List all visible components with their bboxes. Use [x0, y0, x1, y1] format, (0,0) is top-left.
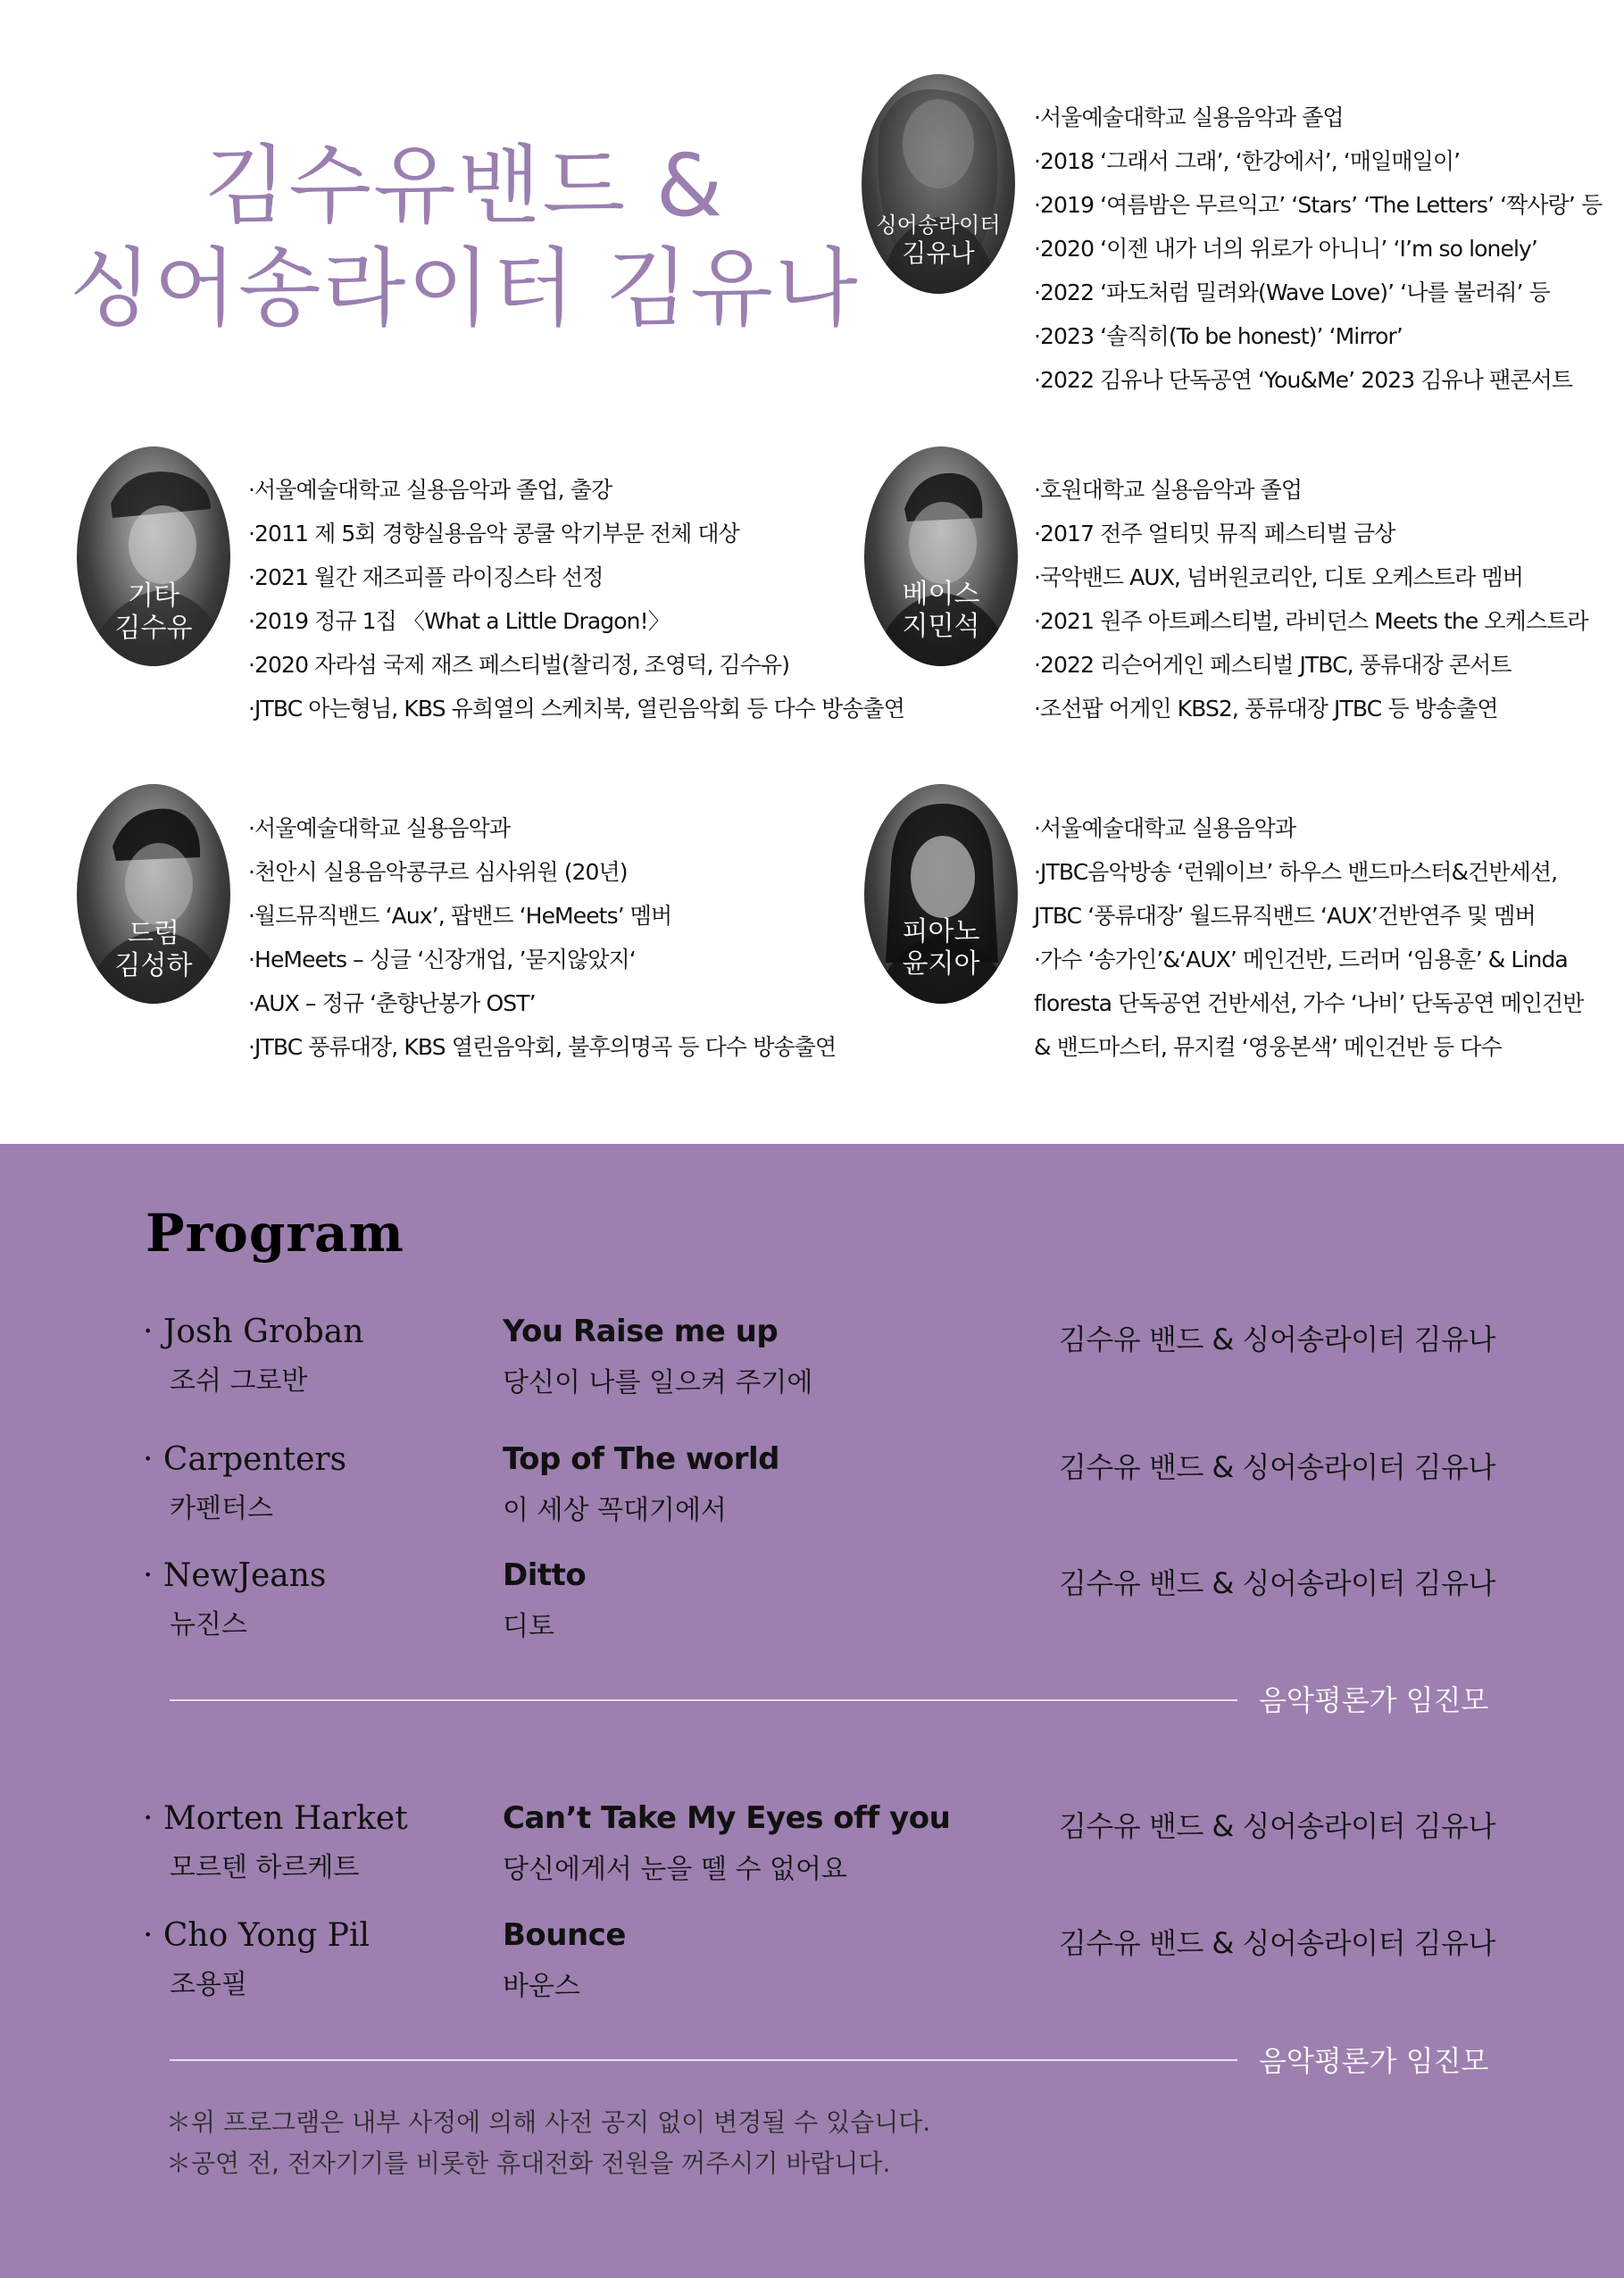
member-bio-piano [1034, 806, 1584, 1069]
member-name: 지민석 [902, 611, 980, 642]
bio-line: ·2020 자라섬 국제 재즈 페스티벌(찰리정, 조영덕, 김수유) [248, 652, 790, 678]
bio-line: ·HeMeets – 싱글 ‘신장개업, ’묻지않았지‘ [248, 947, 636, 972]
portrait-piano [864, 784, 1018, 1004]
bio-line: floresta 단독공연 건반세션, 가수 ‘나비’ 단독공연 메인건반 [1034, 990, 1584, 1016]
composer-name-korean: 뉴진스 [170, 1609, 247, 1640]
song-title: Ditto [503, 1557, 587, 1593]
member-name: 김유나 [902, 238, 975, 268]
portrait-caption [862, 213, 1015, 268]
song-title-korean: 당신에게서 눈을 뗄 수 없어요 [503, 1854, 847, 1885]
bio-line: ·가수 ‘송가인’&‘AUX’ 메인건반, 드러머 ‘임용훈’ & Linda [1034, 947, 1568, 972]
bio-line: ·AUX – 정규 ‘춘향난봉가 OST’ [248, 990, 536, 1016]
song-title-korean: 디토 [503, 1611, 554, 1642]
member-name: 김성하 [114, 950, 193, 981]
performer: 김수유 밴드 & 싱어송라이터 김유나 [1059, 1809, 1495, 1843]
song-title-korean: 이 세상 꼭대기에서 [503, 1495, 727, 1526]
song-title: Top of The world [503, 1441, 780, 1477]
song-title: Can’t Take My Eyes off you [503, 1800, 951, 1836]
bio-line: ·2020 ‘이젠 내가 너의 위로가 아니니’ ‘I’m so lonely’ [1034, 236, 1537, 262]
bio-line: ·서울예술대학교 실용음악과 [248, 815, 511, 841]
bio-line: ·천안시 실용음악콩쿠르 심사위원 (20년) [248, 859, 628, 885]
bio-line: ·JTBC음악방송 ‘런웨이브’ 하우스 밴드마스터&건반세션, [1034, 859, 1558, 885]
portrait-caption [77, 580, 230, 645]
member-role: 베이스 [902, 579, 980, 610]
performer: 김수유 밴드 & 싱어송라이터 김유나 [1059, 1926, 1495, 1960]
program-heading: Program [146, 1203, 404, 1264]
bio-line: ·2022 김유나 단독공연 ‘You&Me’ 2023 김유나 팬콘서트 [1034, 367, 1573, 393]
song-title-korean: 당신이 나를 일으켜 주기에 [503, 1367, 813, 1398]
member-bio-vocal [1034, 96, 1602, 402]
member-name: 김수유 [114, 613, 193, 644]
bio-line: ·2011 제 5회 경향실용음악 콩쿨 악기부문 전체 대상 [248, 521, 739, 547]
song-title: You Raise me up [503, 1314, 779, 1349]
composer-name: · NewJeans [143, 1557, 327, 1594]
bio-line: ·2019 정규 1집 〈What a Little Dragon!〉 [248, 608, 670, 634]
portrait-guitar [77, 446, 230, 666]
bio-line: ·월드뮤직밴드 ‘Aux’, 팝밴드 ‘HeMeets’ 멤버 [248, 903, 672, 929]
section-divider [170, 2059, 1237, 2061]
composer-name-korean: 조용필 [170, 1969, 247, 2000]
portrait-caption [864, 579, 1018, 643]
bio-line: ·서울예술대학교 실용음악과 졸업 [1034, 104, 1344, 130]
program-note: ＊위 프로그램은 내부 사정에 의해 사전 공지 없이 변경될 수 있습니다. [166, 2107, 931, 2137]
bio-line: ·2023 ‘솔직히(To be honest)’ ‘Mirror’ [1034, 323, 1403, 349]
program-section [0, 1144, 1624, 2278]
bio-line: ·2019 ‘여름밤은 무르익고’ ‘Stars’ ‘The Letters’ ‘짝사랑’ 등 [1034, 192, 1603, 218]
performer: 김수유 밴드 & 싱어송라이터 김유나 [1059, 1450, 1495, 1484]
portrait-caption [77, 918, 230, 982]
composer-name-korean: 모르텐 하르케트 [170, 1852, 360, 1883]
composer-name-korean: 카펜터스 [170, 1493, 273, 1524]
member-role: 피아노 [902, 916, 980, 947]
song-title-korean: 바운스 [503, 1971, 580, 2002]
critic-credit: 음악평론가 임진모 [1259, 2044, 1489, 2078]
composer-name: · Carpenters [143, 1441, 347, 1478]
bio-line: ·JTBC 풍류대장, KBS 열린음악회, 불후의명곡 등 다수 방송출연 [248, 1034, 837, 1060]
program-piece [0, 1314, 1624, 1403]
composer-name: · Josh Groban [143, 1314, 364, 1350]
portrait-drums [77, 784, 230, 1004]
bio-line: ·2017 전주 얼티밋 뮤직 페스티벌 금상 [1034, 521, 1395, 547]
program-piece [0, 1800, 1624, 1890]
composer-name: · Morten Harket [143, 1800, 408, 1837]
program-piece [0, 1441, 1624, 1531]
program-piece [0, 1917, 1624, 2007]
bio-line: ·2018 ‘그래서 그래’, ‘한강에서’, ‘매일매일이’ [1034, 148, 1461, 174]
member-role: 싱어송라이터 [876, 213, 1001, 238]
portrait-vocal [862, 74, 1015, 294]
bio-line: ·조선팝 어게인 KBS2, 풍류대장 JTBC 등 방송출연 [1034, 696, 1498, 722]
critic-credit: 음악평론가 임진모 [1259, 1683, 1489, 1717]
member-name: 윤지아 [902, 948, 980, 980]
portrait-bass [864, 446, 1018, 666]
member-role: 기타 [128, 580, 179, 612]
concert-title-line-2: 싱어송라이터 김유나 [69, 238, 860, 338]
member-bio-drums [248, 806, 836, 1069]
bio-line: ·서울예술대학교 실용음악과 [1034, 815, 1296, 841]
bio-line: ·2022 리슨어게인 페스티벌 JTBC, 풍류대장 콘서트 [1034, 652, 1512, 678]
bio-line: ·호원대학교 실용음악과 졸업 [1034, 477, 1303, 503]
song-title: Bounce [503, 1917, 626, 1953]
bio-line: ·2021 월간 재즈피플 라이징스타 선정 [248, 564, 604, 590]
member-bio-bass [1034, 468, 1588, 730]
program-piece [0, 1557, 1624, 1647]
bio-line: & 밴드마스터, 뮤지컬 ‘영웅본색’ 메인건반 등 다수 [1034, 1034, 1502, 1060]
bio-line: ·2022 ‘파도처럼 밀려와(Wave Love)’ ‘나를 불러줘’ 등 [1034, 280, 1550, 305]
bio-line: JTBC ‘풍류대장’ 월드뮤직밴드 ‘AUX’건반연주 및 멤버 [1034, 903, 1536, 929]
bio-line: ·2021 원주 아트페스티벌, 라비던스 Meets the 오케스트라 [1034, 608, 1588, 634]
bio-line: ·서울예술대학교 실용음악과 졸업, 출강 [248, 477, 612, 503]
member-role: 드럼 [128, 918, 179, 949]
concert-title-line-1: 김수유밴드 & [204, 136, 725, 236]
portrait-caption [864, 916, 1018, 980]
bio-line: ·JTBC 아는형님, KBS 유희열의 스케치북, 열린음악회 등 다수 방송출연 [248, 696, 905, 722]
program-note: ＊공연 전, 전자기기를 비롯한 휴대전화 전원을 꺼주시기 바랍니다. [166, 2149, 891, 2178]
performer: 김수유 밴드 & 싱어송라이터 김유나 [1059, 1566, 1495, 1600]
bio-line: ·국악밴드 AUX, 넘버원코리안, 디토 오케스트라 멤버 [1034, 564, 1523, 590]
performer: 김수유 밴드 & 싱어송라이터 김유나 [1059, 1323, 1495, 1356]
composer-name-korean: 조쉬 그로반 [170, 1365, 308, 1397]
section-divider [170, 1699, 1237, 1701]
composer-name: · Cho Yong Pil [143, 1917, 370, 1954]
member-bio-guitar [248, 468, 904, 730]
